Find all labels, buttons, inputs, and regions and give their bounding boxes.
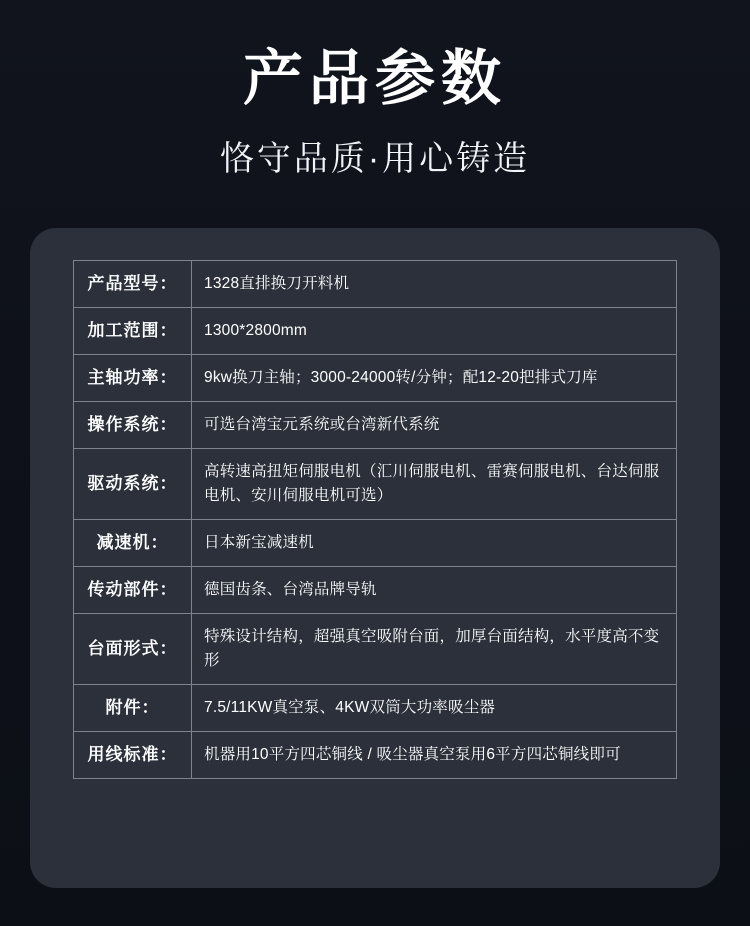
spec-label: 驱动系统： [74, 449, 192, 520]
table-row [74, 402, 677, 449]
page-title: 产品参数 [243, 45, 507, 112]
spec-label: 减速机： [74, 520, 192, 567]
spec-value: 可选台湾宝元系统或台湾新代系统 [192, 402, 677, 449]
table-row [74, 614, 677, 685]
spec-value: 9kw换刀主轴；3000-24000转/分钟；配12-20把排式刀库 [192, 355, 677, 402]
spec-value: 特殊设计结构，超强真空吸附台面，加厚台面结构，水平度高不变形 [192, 614, 677, 685]
spec-value: 机器用10平方四芯铜线 / 吸尘器真空泵用6平方四芯铜线即可 [192, 732, 677, 779]
table-row [74, 449, 677, 520]
page-header [0, 0, 750, 180]
spec-label: 主轴功率： [74, 355, 192, 402]
table-row [74, 355, 677, 402]
spec-value: 高转速高扭矩伺服电机（汇川伺服电机、雷赛伺服电机、台达伺服电机、安川伺服电机可选） [192, 449, 677, 520]
spec-label: 传动部件： [74, 567, 192, 614]
spec-label: 用线标准： [74, 732, 192, 779]
spec-label: 产品型号： [74, 261, 192, 308]
spec-panel [30, 228, 720, 888]
spec-value: 德国齿条、台湾品牌导轨 [192, 567, 677, 614]
table-row [74, 567, 677, 614]
spec-table-wrapper [73, 260, 677, 779]
spec-label: 台面形式： [74, 614, 192, 685]
table-row [74, 520, 677, 567]
spec-label: 操作系统： [74, 402, 192, 449]
spec-value: 日本新宝减速机 [192, 520, 677, 567]
table-row [74, 308, 677, 355]
spec-label: 加工范围： [74, 308, 192, 355]
table-row [74, 261, 677, 308]
spec-value: 1328直排换刀开料机 [192, 261, 677, 308]
table-row [74, 685, 677, 732]
spec-label: 附件： [74, 685, 192, 732]
spec-value: 1300*2800mm [192, 308, 677, 355]
table-row [74, 732, 677, 779]
page-subtitle: 恪守品质·用心铸造 [219, 140, 531, 178]
spec-table [73, 260, 677, 779]
spec-value: 7.5/11KW真空泵、4KW双筒大功率吸尘器 [192, 685, 677, 732]
